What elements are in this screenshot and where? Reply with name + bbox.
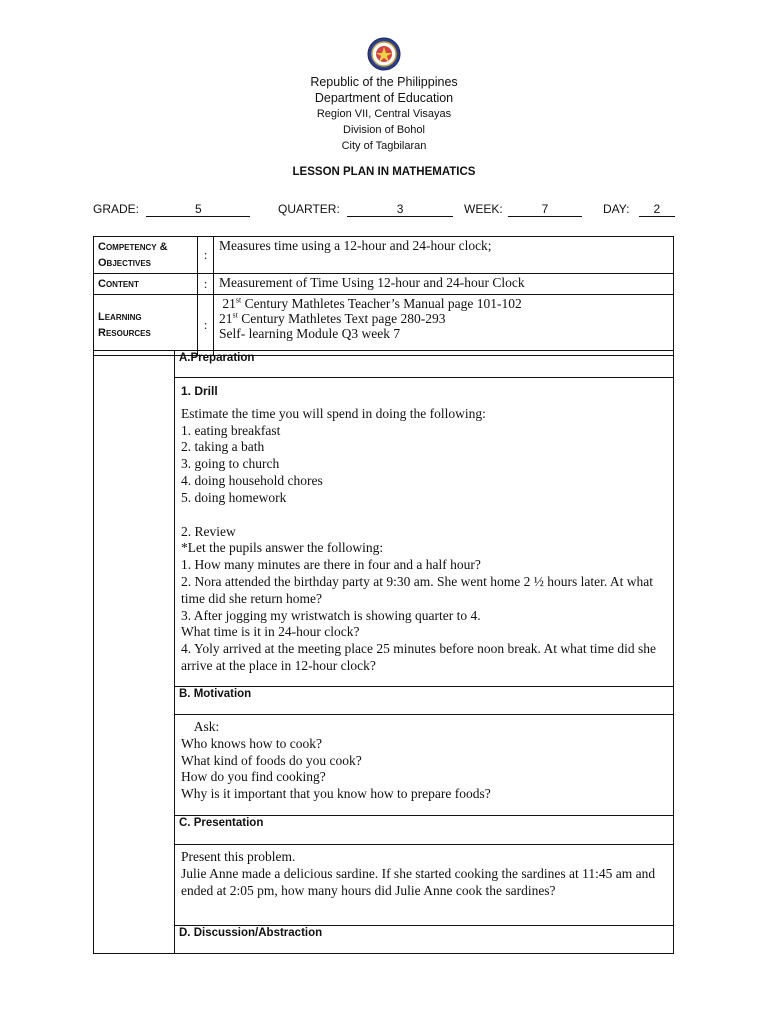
- drill-item: 2. taking a bath: [181, 439, 265, 455]
- grade-field: [93, 202, 250, 217]
- review-line: 2. Nora attended the birthday party at 9:30 am. She went home 2 ½ hours later. At what time did she return home?: [181, 573, 654, 606]
- presentation-body: [175, 845, 674, 926]
- motivation-heading: B. Motivation: [175, 687, 674, 715]
- review-title: 2. Review: [181, 523, 236, 539]
- colon-separator: :: [198, 274, 214, 295]
- resources-label: Learning Resources: [94, 295, 198, 356]
- drill-item: 4. doing household chores: [181, 472, 323, 488]
- presentation-line: Julie Anne made a delicious sardine. If she started cooking the sardines at 11:45 am and ended at 2:05 pm, how many hours did Julie Anne cook the sardines?: [181, 865, 656, 898]
- review-intro: *Let the pupils answer the following:: [181, 540, 384, 556]
- header-line-region: Region VII, Central Visayas: [316, 108, 452, 120]
- presentation-heading: C. Presentation: [175, 816, 674, 845]
- preparation-heading: A.Preparation: [175, 351, 674, 378]
- preparation-heading-row: [94, 351, 674, 378]
- content-row: [94, 274, 674, 295]
- header-line-division: Division of Bohol: [343, 124, 425, 136]
- review-line: 4. Yoly arrived at the meeting place 25 minutes before noon break. At what time did she arrive at the place in 12-hour clock?: [181, 641, 657, 673]
- resource-module: Self- learning Module Q3 week 7: [219, 326, 401, 341]
- presentation-body-row: [94, 845, 674, 926]
- motivation-body: [175, 715, 674, 816]
- resources-value: [214, 295, 674, 356]
- day-field: [603, 202, 675, 217]
- colon-separator: :: [198, 295, 214, 356]
- day-value: 2: [639, 202, 675, 217]
- lesson-plan-table: [93, 236, 674, 356]
- drill-title: 1. Drill: [181, 384, 218, 398]
- drill-item: 5. doing homework: [181, 489, 287, 505]
- day-label: DAY:: [603, 202, 630, 216]
- quarter-value: 3: [347, 202, 453, 217]
- week-field: [464, 202, 582, 217]
- drill-item: 3. going to church: [181, 456, 280, 472]
- preparation-body-row: [94, 378, 674, 687]
- document-header: [0, 36, 768, 154]
- competency-label: Competency & Objectives: [94, 237, 198, 274]
- left-margin-column: [94, 351, 175, 954]
- quarter-field: [278, 202, 453, 217]
- header-line-department: Department of Education: [314, 91, 454, 105]
- competency-row: [94, 237, 674, 274]
- header-line-city: City of Tagbilaran: [341, 140, 427, 152]
- discussion-heading: D. Discussion/Abstraction: [175, 926, 674, 954]
- competency-value: Measures time using a 12-hour and 24-hour clock;: [214, 237, 674, 274]
- motivation-line: How do you find cooking?: [181, 769, 326, 785]
- week-label: WEEK:: [464, 202, 503, 216]
- drill-item: 1. eating breakfast: [181, 422, 281, 438]
- drill-intro: Estimate the time you will spend in doing the following:: [181, 405, 486, 421]
- deped-seal-icon: [364, 36, 404, 72]
- review-line: What time is it in 24-hour clock?: [181, 624, 360, 640]
- procedure-table: [93, 350, 674, 954]
- presentation-heading-row: [94, 816, 674, 845]
- quarter-label: QUARTER:: [278, 202, 340, 216]
- resources-row: [94, 295, 674, 356]
- presentation-line: Present this problem.: [181, 849, 296, 864]
- resource-text: 21st Century Mathletes Text page 280-293: [219, 310, 446, 326]
- motivation-body-row: [94, 715, 674, 816]
- header-line-republic: Republic of the Philippines: [310, 75, 458, 89]
- grade-label: GRADE:: [93, 202, 140, 216]
- colon-separator: :: [198, 237, 214, 274]
- content-label: Content: [94, 274, 198, 295]
- resource-teachers-manual: 21st Century Mathletes Teacher’s Manual page 101-102: [222, 295, 522, 311]
- grade-value: 5: [146, 202, 250, 217]
- content-value: Measurement of Time Using 12-hour and 24-hour Clock: [214, 274, 674, 295]
- review-line: 1. How many minutes are there in four and a half hour?: [181, 557, 481, 573]
- discussion-heading-row: [94, 926, 674, 954]
- motivation-line: Who knows how to cook?: [181, 735, 322, 751]
- motivation-line: Why is it important that you know how to prepare foods?: [181, 786, 491, 802]
- motivation-line: Ask:: [181, 719, 220, 734]
- week-value: 7: [508, 202, 582, 217]
- motivation-line: What kind of foods do you cook?: [181, 752, 362, 768]
- preparation-body: [175, 378, 674, 687]
- review-line: 3. After jogging my wristwatch is showing quarter to 4.: [181, 607, 481, 623]
- document-title: LESSON PLAN IN MATHEMATICS: [292, 166, 476, 178]
- motivation-heading-row: [94, 687, 674, 715]
